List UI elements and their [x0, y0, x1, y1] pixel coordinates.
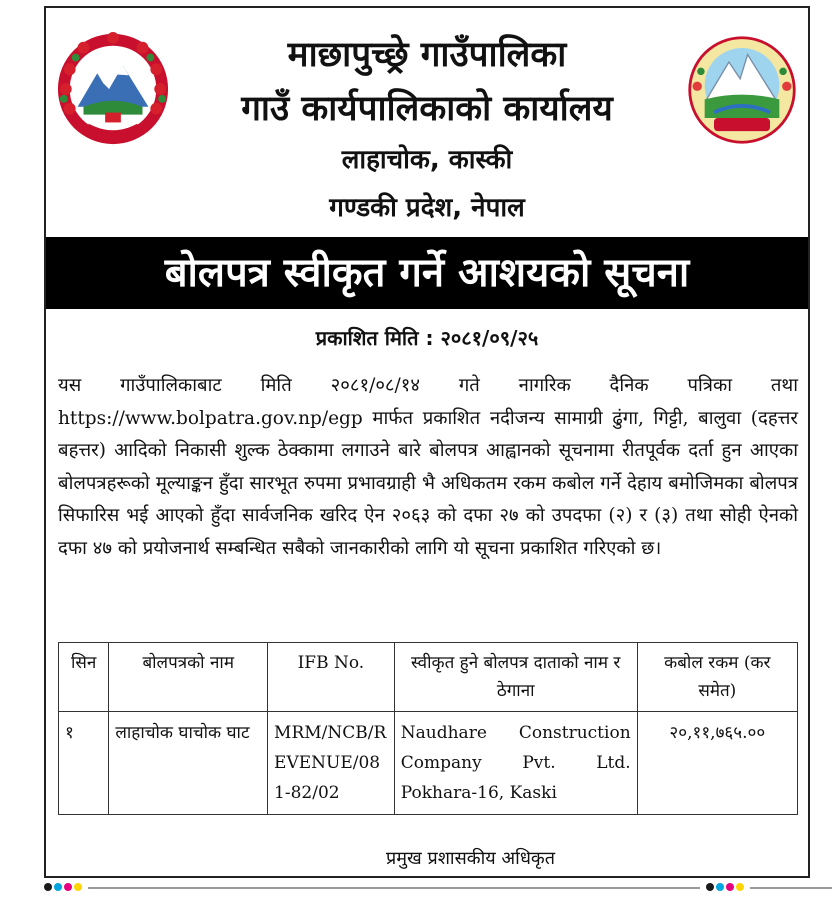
dot-black-icon	[44, 883, 52, 891]
bidder-line-3: Pokhara-16, Kaski	[400, 783, 557, 803]
municipality-name: माछापुच्छ्रे गाउँपालिका	[287, 35, 567, 75]
province-country: गण्डकी प्रदेश, नेपाल	[329, 193, 525, 223]
footer-decoration	[0, 883, 832, 895]
dot-magenta-icon	[726, 883, 734, 891]
signatory-title: प्रमुख प्रशासकीय अधिकृत	[386, 848, 555, 869]
office-name: गाउँ कार्यपालिकाको कार्यालय	[241, 89, 613, 129]
header-bidder: स्वीकृत हुने बोलपत्र दाताको नाम र ठेगाना	[394, 643, 637, 712]
dot-cyan-icon	[716, 883, 724, 891]
notice-frame	[44, 6, 810, 878]
footer-rule-left	[88, 887, 700, 889]
table-header-row	[59, 643, 798, 712]
table-row	[59, 712, 798, 815]
dot-yellow-icon	[74, 883, 82, 891]
award-table	[58, 642, 798, 815]
cell-ifb: MRM/NCB/REVENUE/081-82/02	[268, 712, 395, 815]
notice-body: यस गाउँपालिकाबाट मिति २०८१/०८/१४ गते नागरिक दैनिक पत्रिका तथा https://www.bolpatra.gov.np/egp मार्फत प्रकाशित नदीजन्य सामाग्री ढुंगा, गिट्टी, बालुवा (दहत्तर बहत्तर) आदिको निकासी शुल्क ठेक्कामा लगाउने बारे बोलपत्र आह्वानको सूचनामा रीतपूर्वक दर्ता हुन आएका बोलपत्रहरूको मूल्याङ्कन हुँदा सारभूत रुपमा प्रभावग्राही भै अधिकतम रकम कबोल गर्ने देहाय बमोजिमका बोलपत्र सिफारिस भई आएको हुँदा सार्वजनिक खरिद ऐन २०६३ को दफा २७ को उपदफा (२) र (३) तथा सोही ऐनको दफा ४७ को प्रयोजनार्थ सम्बन्धित सबैको जानकारीको लागि यो सूचना प्रकाशित गरिएको छ।	[58, 375, 798, 559]
dot-cyan-icon	[54, 883, 62, 891]
header-ifb: IFB No.	[268, 643, 395, 712]
dot-yellow-icon	[736, 883, 744, 891]
cell-sn: १	[59, 712, 109, 815]
bidder-line-2: Company Pvt. Ltd.	[400, 753, 631, 773]
header-amount: कबोल रकम (कर समेत)	[637, 643, 797, 712]
cell-bid-name: लाहाचोक घाचोक घाट	[109, 712, 268, 815]
notice-title-banner: बोलपत्र स्वीकृत गर्ने आशयको सूचना	[46, 237, 808, 309]
dot-black-icon	[706, 883, 714, 891]
header-sn: सिन	[59, 643, 109, 712]
footer-rule-right	[750, 887, 832, 889]
published-date: प्रकाशित मिति : २०८१/०९/२५	[315, 326, 539, 350]
cell-bidder	[394, 712, 637, 815]
bidder-line-1: Naudhare Construction	[400, 723, 631, 743]
office-address: लाहाचोक, कास्की	[341, 145, 513, 175]
cell-amount: २०,११,७६५.००	[637, 712, 797, 815]
dot-magenta-icon	[64, 883, 72, 891]
header-bid-name: बोलपत्रको नाम	[109, 643, 268, 712]
